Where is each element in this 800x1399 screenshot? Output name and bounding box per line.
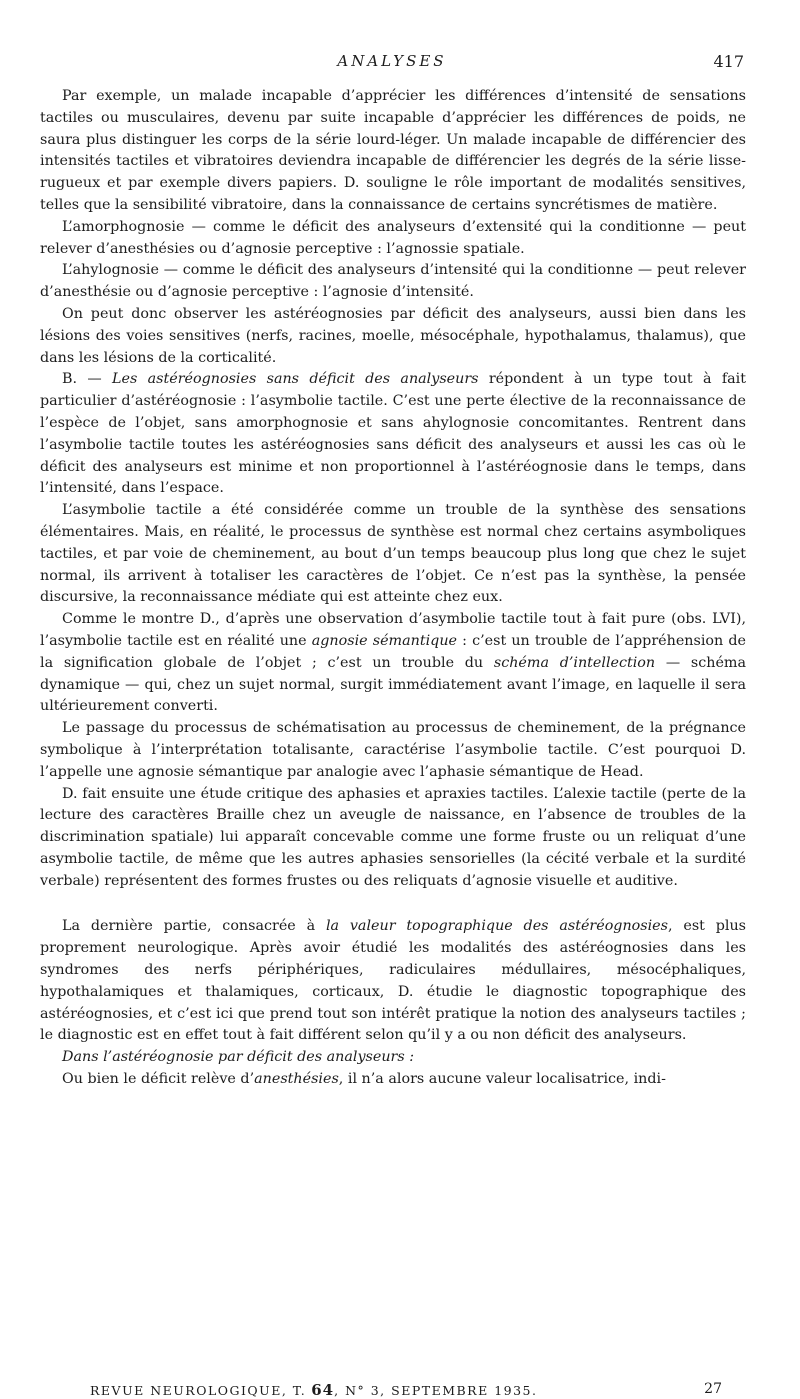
paragraph: L’ahylognosie — comme le déficit des analyseurs d’intensité qui la conditionne — peut relever d’anesthésie ou d’agnosie perceptive : l’agnosie d’intensité. — [40, 262, 746, 301]
issue-info: , N° 3, SEPTEMBRE 1935. — [334, 1383, 538, 1398]
text-run: La dernière partie, consacrée à — [62, 918, 326, 935]
emphasis: Les astéréognosies sans déficit des analyseurs — [112, 371, 479, 388]
volume-number: 64 — [311, 1381, 335, 1399]
running-title: ANALYSES — [337, 52, 447, 70]
text-run: — schéma dynamique — qui, chez un sujet normal, surgit immédiatement avant l’image, en laquelle il sera ultérieurement converti. — [40, 654, 746, 715]
paragraph: Le passage du processus de schématisation au processus de cheminement, de la prégnance symbolique à l’interprétation totalisante, caractérise l’asymbolie tactile. C’est pourquoi D. l’appelle une agnosie sémantique par analogie avec l’aphasie sémantique de Head. — [40, 720, 746, 780]
emphasis: agnosie sémantique — [311, 632, 457, 649]
emphasis: anesthésies — [254, 1071, 339, 1088]
page-footer — [40, 1381, 744, 1399]
section-marker: B. — — [62, 371, 113, 388]
paragraph: L’asymbolie tactile a été considérée comme un trouble de la synthèse des sensations élémentaires. Mais, en réalité, le processus de synthèse est normal chez certains asymboliques tactiles, et par voie de cheminement, au bout d’un temps beaucoup plus long que chez le sujet normal, ils arrivent à totaliser les caractères de l’objet. Ce n’est pas la synthèse, la pensée discursive, la reconnaissance médiate qui est atteinte chez eux. — [40, 502, 746, 606]
journal-citation — [90, 1381, 537, 1399]
emphasis: Dans l’astéréognosie par déficit des analyseurs : — [62, 1049, 415, 1066]
paragraph-section-b — [40, 369, 746, 500]
page-number: 417 — [713, 52, 744, 71]
journal-name: REVUE NEUROLOGIQUE, T. — [90, 1383, 307, 1398]
paragraph: L’amorphognosie — comme le déficit des analyseurs d’extensité qui la conditionne — peut relever d’anesthésies ou d’agnosie perceptive : l’agnossie spatiale. — [40, 218, 746, 257]
page-header — [40, 50, 744, 74]
emphasis: schéma d’intellection — [493, 654, 656, 671]
paragraph: On peut donc observer les astéréognosies par déficit des analyseurs, aussi bien dans les lésions des voies sensitives (nerfs, racines, moelle, mésocéphale, hypothalamus, thalamus), que dans les lésions de la corticalité. — [40, 305, 746, 366]
text-run: Ou bien le déficit relève d’ — [62, 1071, 255, 1088]
paragraph — [40, 1069, 746, 1091]
paragraph — [40, 916, 746, 1047]
paragraph: D. fait ensuite une étude critique des aphasies et apraxies tactiles. L’alexie tactile (perte de la lecture des caractères Braille chez un aveugle de naissance, en l’absence de troubles de la discrimination spatiale) lui apparaît concevable comme une forme fruste ou un reliquat d’une asymbolie tactile, de même que les autres aphasies sensorielles (la cécité verbale et la surdité verbale) représentent des formes frustes ou des reliquats d’agnosie visuelle et auditive. — [40, 785, 746, 889]
text-run: , il n’a alors aucune valeur localisatrice, indi- — [338, 1071, 666, 1088]
folio-number: 27 — [704, 1381, 722, 1397]
text-run: : c’est un trouble de l’appréhension de la signification globale de l’objet ; c’est un trouble du — [40, 632, 746, 671]
text-run: , est plus proprement neurologique. Après avoir étudié les modalités des astéréognosies dans les syndromes des nerfs périphériques, radiculaires médullaires, mésocéphaliques, hypothalamiques et thalamiques, corticaux, D. étudie le diagnostic topographique des astéréognosies, et c’est ici que prend tout son intérêt pratique la notion des analyseurs tactiles ; le diagnostic est en effet tout à fait différent selon qu’il y a ou non déficit des analyseurs. — [40, 918, 746, 1044]
article-body — [40, 86, 746, 1091]
text-run: répondent à un type tout à fait particulier d’astéréognosie : l’asymbolie tactile. C’est une perte élective de la reconnaissance de l’espèce de l’objet, sans amorphognosie et sans ahylognosie concomitantes. Rentrent dans l’asymbolie tactile toutes les astéréognosies sans déficit des analyseurs et aussi les cas où le déficit des analyseurs est minime et non proportionnel à l’astéréognosie dans le temps, dans l’intensité, dans l’espace. — [40, 371, 746, 497]
text-run: Comme le montre D., d’après une observation d’asymbolie tactile tout à fait pure (obs. LVI), l’asymbolie tactile est en réalité une — [40, 611, 746, 649]
paragraph — [40, 609, 746, 718]
emphasis: la valeur topographique des astéréognosies — [325, 918, 668, 935]
subheading — [40, 1047, 746, 1069]
paragraph: Par exemple, un malade incapable d’apprécier les différences d’intensité de sensations tactiles ou musculaires, devenu par suite incapable d’apprécier les différences de poids, ne saura plus distinguer les corps de la série lourd-léger. Un malade incapable de différencier des intensités tactiles et vibratoires deviendra incapable de différencier les degrés de la série lisse-rugueux et par exemple divers papiers. D. souligne le rôle important de modalités sensitives, telles que la sensibilité vibratoire, dans la connaissance de certains syncrétismes de matière. — [40, 88, 746, 213]
